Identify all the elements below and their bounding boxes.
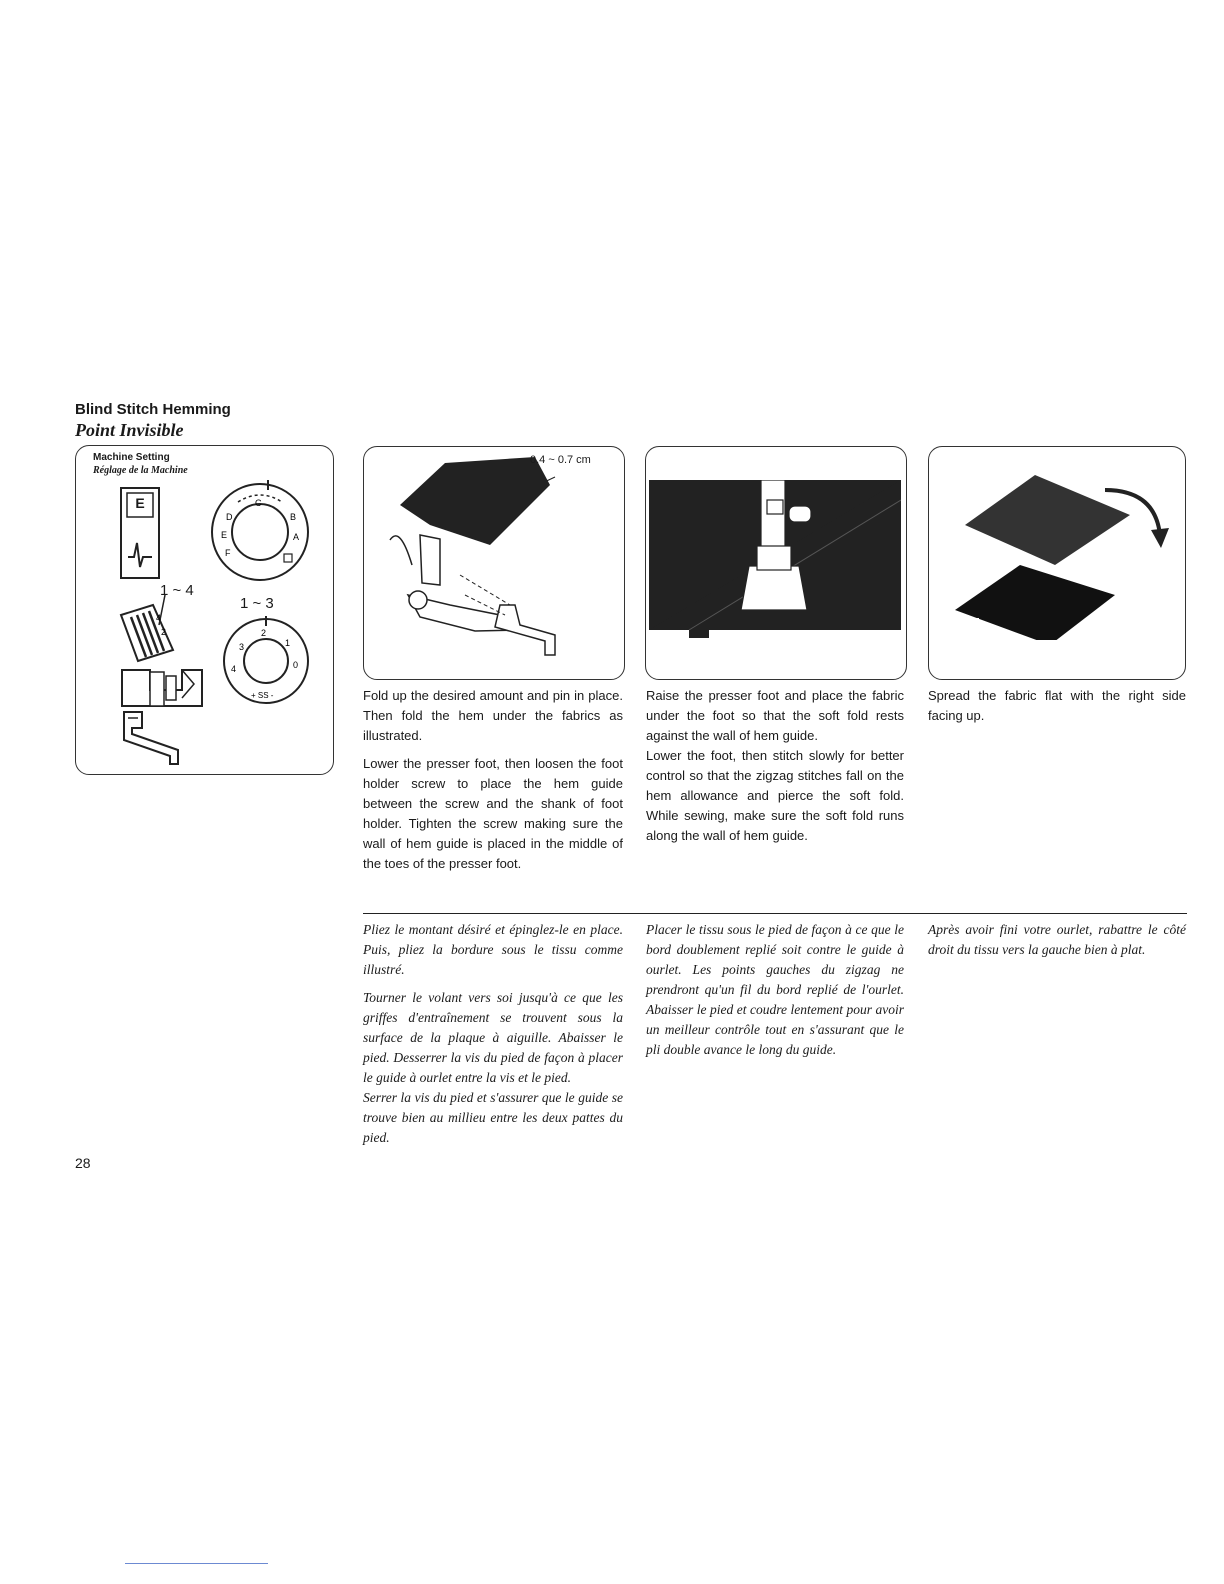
- paragraph: Après avoir fini votre ourlet, rabattre le côté droit du tissu vers la gauche bien à plat.: [928, 922, 1186, 957]
- paragraph: Lower the foot, then stitch slowly for better control so that the zigzag stitches fall on the hem allowance and pierce the soft fold. While sewing, make sure the soft fold runs along the wall of hem guide.: [646, 748, 904, 843]
- pattern-letter: E: [135, 495, 145, 511]
- svg-text:2: 2: [161, 627, 167, 637]
- column-3-french: [928, 920, 1186, 968]
- column-1-french: [363, 920, 623, 1156]
- svg-text:4: 4: [231, 664, 237, 674]
- paragraph: Raise the presser foot and place the fabric under the foot so that the soft fold rests against the wall of hem guide.: [646, 688, 904, 743]
- svg-text:D: D: [226, 512, 233, 522]
- svg-text:4: 4: [156, 613, 162, 623]
- fold-measurement: 0.4 ~ 0.7 cm: [530, 454, 591, 466]
- paragraph: Lower the presser foot, then loosen the foot holder screw to place the hem guide between the screw and the shank of foot holder. Tighten the screw making sure the wall of hem guide is placed in the middle of the toes of the presser foot.: [363, 756, 623, 871]
- svg-text:2: 2: [261, 628, 267, 638]
- svg-text:0: 0: [293, 660, 299, 670]
- paragraph: Tourner le volant vers soi jusqu'à ce que les griffes d'entraînement se trouvent sous la surface de la plaque à aiguille. Abaisser le pied. Desserrer la vis du pied de façon à placer le guide à ourlet entre la vis et le pied.: [363, 990, 623, 1085]
- presser-foot-icon: [120, 662, 204, 710]
- machine-setting-label: Machine Setting: [93, 452, 170, 463]
- page-number: 28: [75, 1155, 91, 1171]
- svg-text:F: F: [225, 548, 231, 558]
- fold-hem-illustration: [380, 455, 615, 670]
- section-title: Blind Stitch Hemming: [75, 401, 231, 418]
- stitch-width-knob-icon: [113, 595, 193, 665]
- column-2-english: [646, 686, 904, 854]
- section-divider: [363, 913, 1187, 914]
- svg-text:+ SS -: + SS -: [251, 691, 274, 700]
- paragraph: Serrer la vis du pied et s'assurer que le guide se trouve bien au millieu entre les deux pattes du pied.: [363, 1090, 623, 1145]
- svg-text:A: A: [293, 532, 300, 542]
- hem-guide-icon: [118, 710, 190, 766]
- place-fabric-illustration: [649, 480, 901, 645]
- spread-fabric-illustration: [945, 470, 1170, 640]
- svg-text:C: C: [255, 498, 262, 508]
- paragraph: Fold up the desired amount and pin in place. Then fold the hem under the fabrics as illustrated.: [363, 688, 623, 743]
- paragraph: Pliez le montant désiré et épinglez-le en place. Puis, pliez la bordure sous le tissu comme illustré.: [363, 922, 623, 977]
- column-2-french: [646, 920, 904, 1068]
- pattern-dial-icon: [208, 480, 312, 584]
- paragraph: Placer le tissu sous le pied de façon à ce que le bord doublement replié soit contre le guide à ourlet. Les points gauches du zigzag ne prendront qu'un fil du bord replié de l'ourlet. Abaisser le pied et coudre lentement pour avoir un meilleur contrôle tout en s'assurant que le pli double avance le long du guide.: [646, 922, 904, 1057]
- section-title-french: Point Invisible: [75, 420, 184, 440]
- svg-text:B: B: [290, 512, 297, 522]
- svg-text:3: 3: [239, 642, 245, 652]
- svg-text:E: E: [221, 530, 228, 540]
- column-1-english: [363, 686, 623, 882]
- svg-text:1: 1: [285, 638, 291, 648]
- stitch-width-range: 1 ~ 4: [160, 582, 194, 599]
- bottom-link-underline: [125, 1563, 268, 1564]
- column-3-english: [928, 686, 1186, 734]
- machine-setting-label-french: Réglage de la Machine: [93, 465, 188, 476]
- stitch-length-dial-icon: [221, 616, 311, 706]
- paragraph: Spread the fabric flat with the right side facing up.: [928, 688, 1186, 723]
- stitch-length-range: 1 ~ 3: [240, 595, 274, 612]
